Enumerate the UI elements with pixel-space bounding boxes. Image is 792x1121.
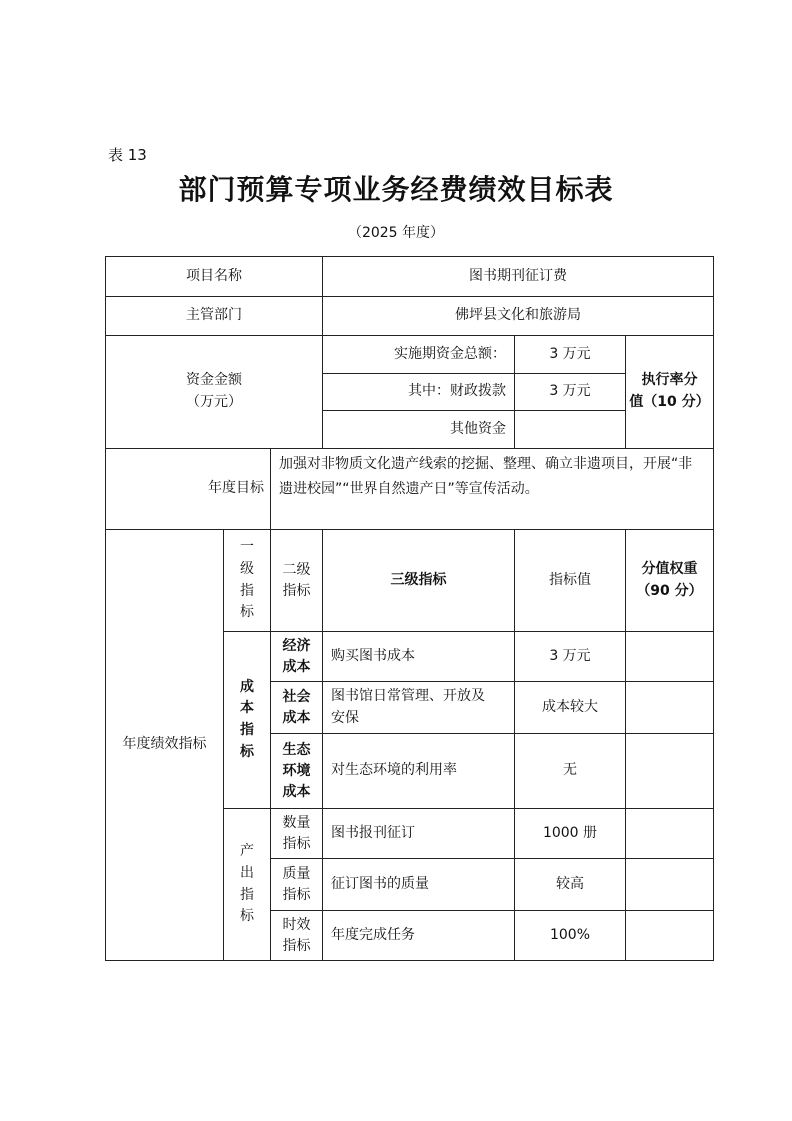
- header-level3: 三级指标: [323, 530, 515, 632]
- annual-goal-label: 年度目标: [106, 449, 271, 530]
- value-cell: 成本较大: [515, 682, 626, 734]
- header-weight-line2: （90 分）: [636, 582, 703, 599]
- group-cost-char: 成: [240, 678, 254, 695]
- header-weight: [626, 530, 714, 632]
- level2-line: 社会: [282, 688, 311, 705]
- level2-cell: [271, 859, 323, 911]
- header-level2-line: 指标: [282, 582, 311, 599]
- header-level1-char: 级: [240, 560, 254, 577]
- project-name-value: 图书期刊征订费: [323, 257, 714, 297]
- weight-cell: [626, 734, 714, 809]
- weight-cell: [626, 632, 714, 682]
- header-level1-char: 一: [240, 539, 254, 556]
- header-level1: [224, 530, 271, 632]
- level3-cell: 购买图书成本: [323, 632, 515, 682]
- level3-line: 图书馆日常管理、开放及: [331, 687, 485, 704]
- level2-cell: [271, 911, 323, 961]
- level3-cell: [323, 682, 515, 734]
- page-title: 部门预算专项业务经费绩效目标表: [178, 173, 614, 206]
- group-cost-char: 标: [240, 743, 254, 760]
- level3-cell: 年度完成任务: [323, 911, 515, 961]
- level2-line: 指标: [282, 937, 311, 954]
- level2-line: 生态: [282, 741, 311, 758]
- fund-other-label: 其他资金: [323, 411, 515, 449]
- header-level1-char: 标: [240, 604, 254, 621]
- level3-cell: 征订图书的质量: [323, 859, 515, 911]
- group-output-char: 标: [240, 908, 254, 925]
- group-cost-char: 指: [240, 722, 254, 738]
- group-output-char: 出: [240, 864, 254, 881]
- project-name-label: 项目名称: [106, 257, 323, 297]
- annual-goal-text: 加强对非物质文化遗产线索的挖掘、整理、确立非遗项目，开展“非遗进校园”“世界自然遗产日”等宣传活动。: [271, 449, 714, 530]
- fund-fiscal-label: 其中：财政拨款: [323, 374, 515, 411]
- fund-fiscal-value: 3 万元: [515, 374, 626, 411]
- table-number: 表 13: [108, 146, 147, 164]
- department-value: 佛坪县文化和旅游局: [323, 297, 714, 336]
- level2-cell: [271, 734, 323, 809]
- level2-line: 质量: [282, 865, 311, 882]
- level2-line: 成本: [282, 783, 311, 800]
- level2-line: 指标: [282, 886, 311, 903]
- indicators-section-label: 年度绩效指标: [106, 530, 224, 961]
- performance-table: [105, 256, 714, 961]
- header-level2-line: 二级: [282, 561, 311, 578]
- exec-rate-cell: [626, 336, 714, 449]
- exec-rate-line1: 执行率分: [641, 372, 698, 389]
- header-level1-char: 指: [240, 582, 254, 599]
- fund-total-label: 实施期资金总额：: [323, 336, 515, 374]
- header-weight-line1: 分值权重: [641, 560, 698, 577]
- weight-cell: [626, 809, 714, 859]
- level2-line: 数量: [282, 814, 311, 831]
- fund-unit: （万元）: [186, 394, 242, 410]
- level3-line: 安保: [331, 709, 359, 726]
- level3-cell: 对生态环境的利用率: [323, 734, 515, 809]
- level2-line: 成本: [282, 709, 311, 726]
- page-subtitle: （2025 年度）: [347, 225, 445, 241]
- level2-line: 时效: [282, 916, 311, 933]
- weight-cell: [626, 682, 714, 734]
- value-cell: 100%: [515, 911, 626, 961]
- group-cost-char: 本: [240, 700, 254, 717]
- header-level2: [271, 530, 323, 632]
- group-output-level1: [224, 809, 271, 961]
- level3-cell: 图书报刊征订: [323, 809, 515, 859]
- value-cell: 较高: [515, 859, 626, 911]
- group-cost-level1: [224, 632, 271, 809]
- header-value: 指标值: [515, 530, 626, 632]
- level2-cell: [271, 632, 323, 682]
- weight-cell: [626, 911, 714, 961]
- fund-other-value: [515, 411, 626, 449]
- level2-cell: [271, 682, 323, 734]
- fund-label: 资金金额: [186, 372, 242, 389]
- department-label: 主管部门: [106, 297, 323, 336]
- value-cell: 无: [515, 734, 626, 809]
- level2-line: 经济: [282, 637, 311, 654]
- fund-label-cell: [106, 336, 323, 449]
- fund-total-value: 3 万元: [515, 336, 626, 374]
- group-output-char: 产: [240, 843, 254, 860]
- level2-cell: [271, 809, 323, 859]
- exec-rate-line2: 值（10 分）: [629, 394, 710, 410]
- level2-line: 环境: [282, 762, 311, 779]
- group-output-char: 指: [240, 886, 254, 903]
- level2-line: 指标: [282, 835, 311, 852]
- value-cell: 1000 册: [515, 809, 626, 859]
- level2-line: 成本: [282, 658, 311, 675]
- value-cell: 3 万元: [515, 632, 626, 682]
- weight-cell: [626, 859, 714, 911]
